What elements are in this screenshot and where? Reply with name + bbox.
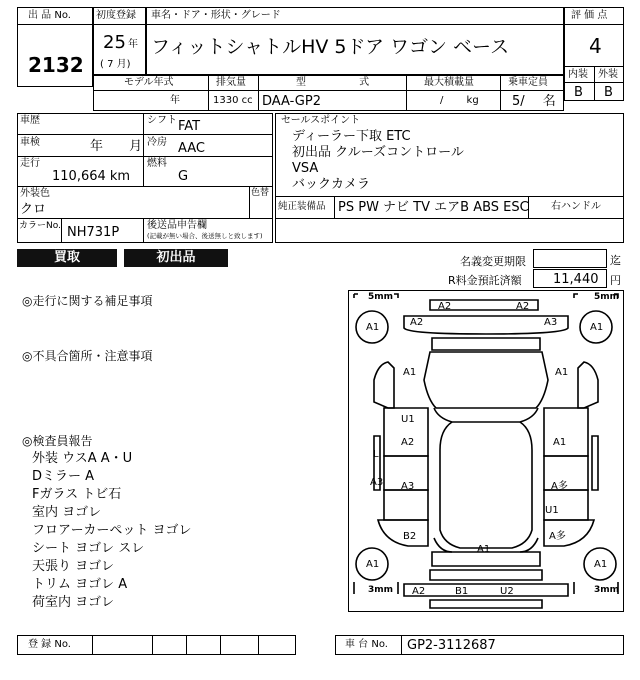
first-registration-year: 25 bbox=[103, 32, 126, 53]
model-code-label: 型 式 bbox=[296, 77, 370, 88]
first-registration-label: 初度登録 bbox=[96, 10, 136, 21]
driving-notes-title: ◎走行に関する補足事項 bbox=[22, 294, 153, 308]
inspection-label: 車検 bbox=[20, 137, 40, 148]
capacity-value: 5/ 名 bbox=[512, 94, 556, 109]
fuel-value: G bbox=[178, 169, 189, 184]
ac-label: 冷房 bbox=[147, 137, 167, 148]
chassis-number-label: 車 台 No. bbox=[345, 639, 388, 650]
buy-badge: 買取 bbox=[17, 249, 117, 267]
damage-mark: A3 bbox=[544, 317, 558, 328]
model-code-value: DAA-GP2 bbox=[262, 94, 321, 109]
equipment-value: PS PW ナビ TV エアB ABS ESC bbox=[338, 200, 529, 215]
first-registration-month: ( 7 月) bbox=[100, 59, 131, 70]
model-year-unit: 年 bbox=[170, 95, 180, 106]
sales-point-line: ディーラー下取 ETC bbox=[292, 129, 411, 144]
displacement-label: 排気量 bbox=[216, 77, 246, 88]
damage-mark: A2 bbox=[410, 317, 424, 328]
car-name-label: 車名・ドア・形状・グレード bbox=[151, 10, 281, 21]
front-right-scale-label: 5mm bbox=[594, 292, 620, 302]
damage-mark: B2 bbox=[403, 531, 417, 542]
damage-mark: U1 bbox=[545, 505, 559, 516]
recycle-fee-unit: 円 bbox=[610, 274, 621, 287]
inspector-line: 外装 ウスA A・U bbox=[32, 451, 133, 466]
max-load-label: 最大積載量 bbox=[424, 77, 474, 88]
damage-mark: A1 bbox=[477, 544, 491, 555]
lot-number-label: 出 品 No. bbox=[28, 10, 71, 21]
inspector-line: Fガラス トビ石 bbox=[32, 487, 122, 502]
inspector-line: フロアーカーペット ヨゴレ bbox=[32, 523, 192, 538]
first-listing-badge: 初出品 bbox=[124, 249, 228, 267]
damage-mark: A1 bbox=[590, 322, 604, 333]
equipment-label: 純正装備品 bbox=[278, 201, 326, 212]
shipping-note: (記載が無い場合、後送無しと致します) bbox=[147, 232, 263, 240]
shipping-label: 後送品申告欄 bbox=[147, 220, 207, 231]
shift-label: シフト bbox=[147, 115, 177, 126]
damage-mark: A1 bbox=[366, 322, 380, 333]
inspection-value: 年 月 bbox=[90, 139, 143, 154]
damage-mark: A多 bbox=[549, 531, 566, 542]
damage-mark: A2 bbox=[438, 301, 452, 312]
chassis-number-value: GP2-3112687 bbox=[407, 638, 496, 653]
recycle-fee-label: R料金預託済額 bbox=[448, 274, 522, 287]
exterior-color-value: クロ bbox=[20, 202, 47, 217]
history-label: 車歴 bbox=[20, 115, 40, 126]
front-scale-label: 5mm bbox=[368, 292, 394, 302]
damage-mark: A3 bbox=[370, 477, 384, 488]
rear-right-scale-label: 3mm bbox=[594, 585, 620, 595]
mileage-label: 走行 bbox=[20, 158, 40, 169]
interior-score-value: B bbox=[574, 85, 583, 100]
inspector-line: 荷室内 ヨゴレ bbox=[32, 595, 115, 610]
damage-mark: A2 bbox=[401, 437, 415, 448]
rear-scale-label: 3mm bbox=[368, 585, 394, 595]
damage-mark: A1 bbox=[555, 367, 569, 378]
sales-points-label: セールスポイント bbox=[281, 115, 361, 126]
lot-number-value: 2132 bbox=[28, 53, 84, 77]
sales-point-line: 初出品 クルーズコントロール bbox=[292, 145, 464, 160]
sales-point-line: VSA bbox=[292, 161, 319, 176]
inspector-line: 天張り ヨゴレ bbox=[32, 559, 115, 574]
inspector-line: シート ヨゴレ スレ bbox=[32, 541, 145, 556]
capacity-label: 乗車定員 bbox=[508, 77, 548, 88]
damage-mark: A多 bbox=[551, 481, 568, 492]
max-load-value: / kg bbox=[440, 95, 479, 106]
inspector-line: Dミラー A bbox=[32, 469, 95, 484]
shift-value: FAT bbox=[178, 119, 201, 134]
damage-mark: L bbox=[373, 449, 379, 460]
inspector-report-title: ◎検査員報告 bbox=[22, 434, 93, 448]
damage-mark: A1 bbox=[403, 367, 417, 378]
fuel-label: 燃料 bbox=[147, 158, 167, 169]
damage-mark: A1 bbox=[366, 559, 380, 570]
registration-number-label: 登 録 No. bbox=[28, 639, 71, 650]
interior-score-label: 内装 bbox=[568, 69, 588, 80]
displacement-value: 1330 cc bbox=[213, 95, 253, 106]
exterior-score-label: 外装 bbox=[598, 69, 618, 80]
damage-mark: A3 bbox=[401, 481, 415, 492]
name-change-label: 名義変更期限 bbox=[460, 255, 526, 268]
first-registration-year-unit: 年 bbox=[128, 39, 138, 50]
defect-notes-title: ◎不具合箇所・注意事項 bbox=[22, 349, 153, 363]
color-number-label: カラーNo. bbox=[19, 221, 61, 231]
damage-mark: U1 bbox=[401, 414, 415, 425]
car-name-value: フィットシャトルHV 5ドア ワゴン ベース bbox=[151, 36, 510, 58]
score-value: 4 bbox=[589, 34, 602, 58]
damage-mark: B1 bbox=[455, 586, 469, 597]
name-change-box bbox=[533, 249, 607, 268]
mileage-value: 110,664 km bbox=[52, 169, 131, 184]
damage-mark: A1 bbox=[553, 437, 567, 448]
sales-point-line: バックカメラ bbox=[292, 177, 371, 192]
damage-mark: U2 bbox=[500, 586, 514, 597]
color-number-value: NH731P bbox=[67, 225, 120, 240]
recycle-fee-value: 11,440 bbox=[553, 272, 599, 287]
inspector-line: トリム ヨゴレ A bbox=[32, 577, 128, 592]
damage-mark: A1 bbox=[594, 559, 608, 570]
score-label: 評 価 点 bbox=[571, 10, 608, 21]
inspector-line: 室内 ヨゴレ bbox=[32, 505, 102, 520]
repaint-label: 色替 bbox=[251, 188, 270, 198]
handle-value: 右ハンドル bbox=[551, 201, 601, 212]
damage-mark: A2 bbox=[412, 586, 426, 597]
damage-mark: A2 bbox=[516, 301, 530, 312]
ac-value: AAC bbox=[178, 141, 205, 156]
exterior-score-value: B bbox=[604, 85, 613, 100]
name-change-suffix: 迄 bbox=[610, 254, 621, 267]
exterior-color-label: 外装色 bbox=[20, 188, 50, 199]
car-outline-diagram bbox=[348, 290, 624, 612]
model-year-label: モデル年式 bbox=[124, 77, 174, 88]
